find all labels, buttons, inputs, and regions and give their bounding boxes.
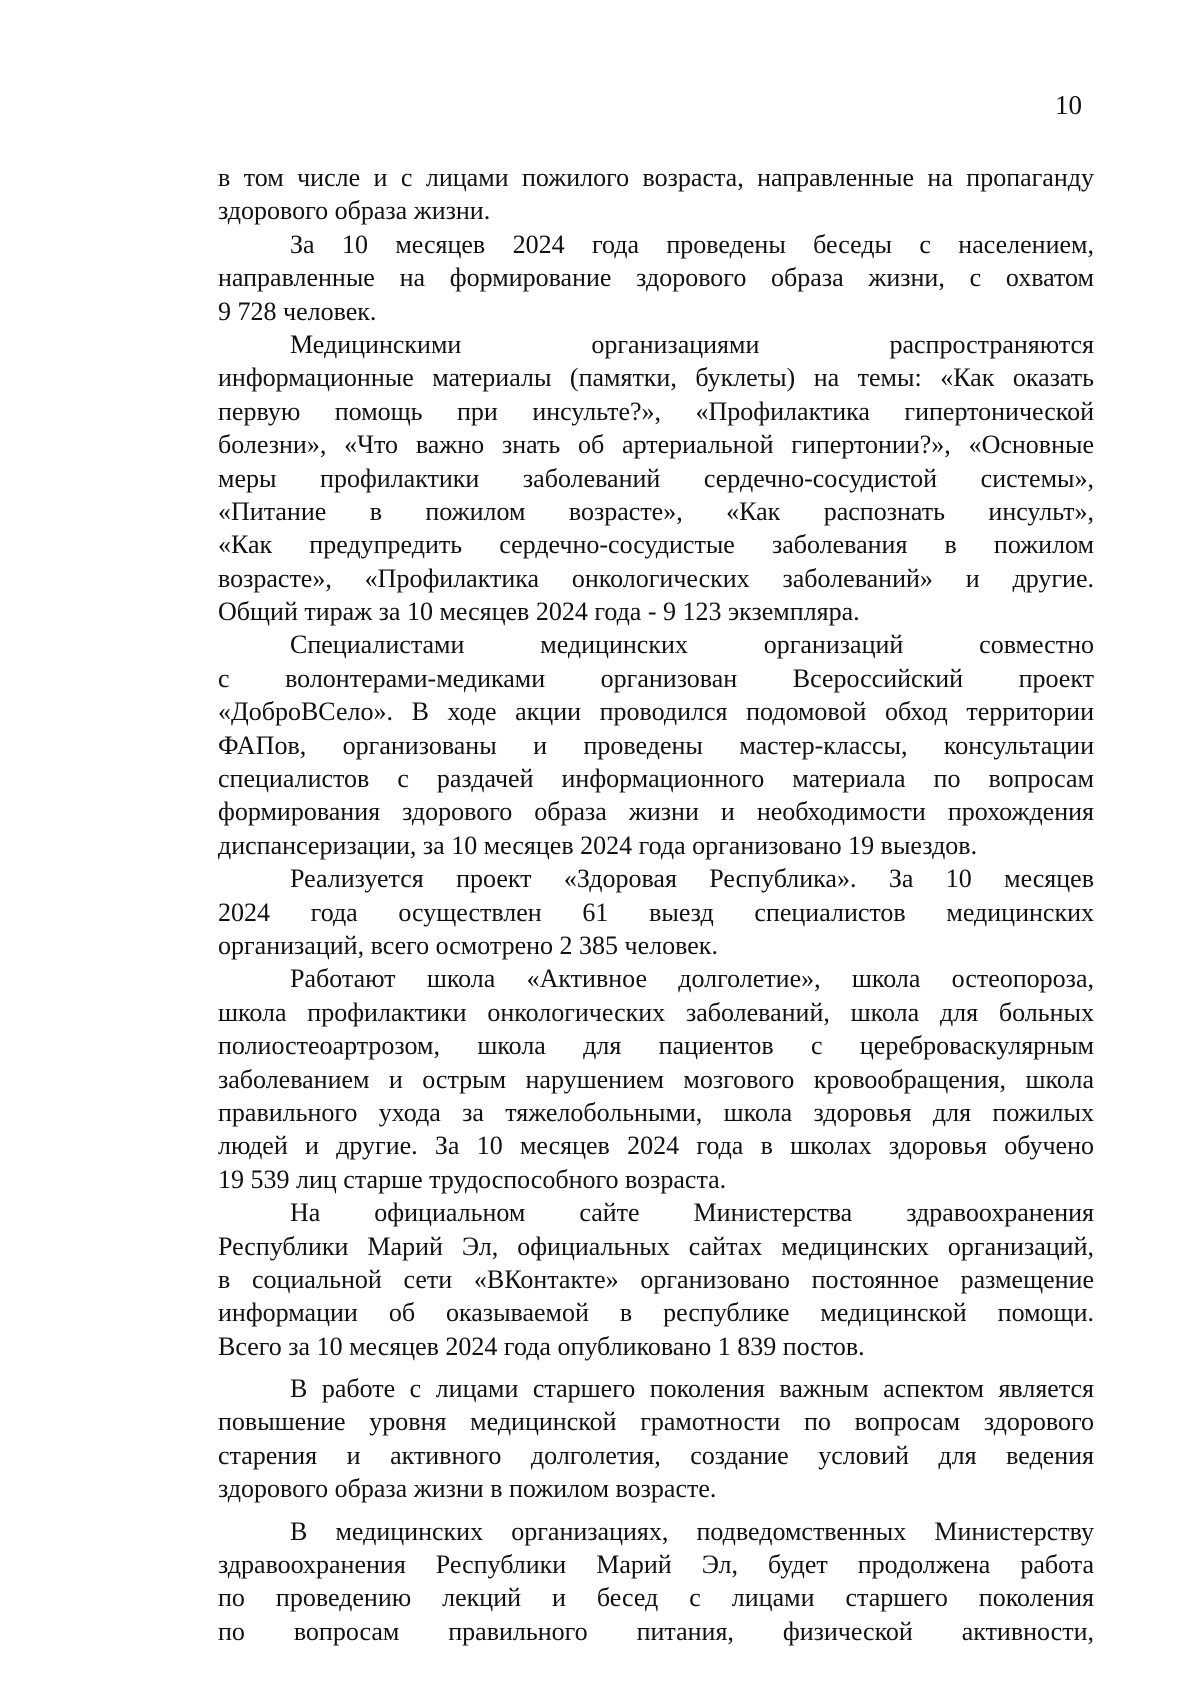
paragraph-gap	[218, 1506, 1094, 1515]
text-line: здорового образа жизни в пожилом возрасте.	[218, 1474, 717, 1504]
text-line: возрасте», «Профилактика онкологических заболеваний» и другие.	[218, 563, 1094, 593]
text-line: Республики Марий Эл, официальных сайтах медицинских организаций,	[218, 1231, 1094, 1261]
text-line: На официальном сайте Министерства здравоохранения	[290, 1198, 1094, 1228]
text-line: повышение уровня медицинской грамотности по вопросам здорового	[218, 1407, 1094, 1437]
text-line: по проведению лекций и бесед с лицами старшего поколения	[218, 1583, 1094, 1613]
text-line: полиостеоартрозом, школа для пациентов с цереброваскулярным	[218, 1031, 1094, 1061]
text-line: «ДоброВСело». В ходе акции проводился подомовой обход территории	[218, 697, 1094, 727]
text-line: формирования здорового образа жизни и необходимости прохождения	[218, 797, 1094, 827]
text-line: 2024 года осуществлен 61 выезд специалистов медицинских	[218, 897, 1094, 927]
text-line: информационные материалы (памятки, буклеты) на темы: «Как оказать	[218, 363, 1094, 393]
text-line: первую помощь при инсульте?», «Профилактика гипертонической	[218, 396, 1094, 426]
text-line: ФАПов, организованы и проведены мастер-классы, консультации	[218, 730, 1094, 760]
text-line: людей и другие. За 10 месяцев 2024 года в школах здоровья обучено	[218, 1131, 1094, 1161]
text-line: здравоохранения Республики Марий Эл, будет продолжена работа	[218, 1550, 1094, 1580]
text-line: «Питание в пожилом возрасте», «Как распознать инсульт»,	[218, 496, 1094, 526]
text-line: здорового образа жизни.	[218, 196, 491, 226]
text-line: «Как предупредить сердечно-сосудистые заболевания в пожилом	[218, 530, 1094, 560]
text-line: направленные на формирование здорового образа жизни, с охватом	[218, 263, 1094, 293]
text-line: В работе с лицами старшего поколения важным аспектом является	[290, 1374, 1094, 1404]
text-line: диспансеризации, за 10 месяцев 2024 года организовано 19 выездов.	[218, 830, 978, 860]
text-line: специалистов с раздачей информационного материала по вопросам	[218, 764, 1094, 794]
text-line: информации об оказываемой в республике медицинской помощи.	[218, 1298, 1094, 1328]
page-number: 10	[1055, 90, 1082, 120]
document-body	[218, 161, 1094, 1648]
text-line: правильного ухода за тяжелобольными, школа здоровья для пожилых	[218, 1097, 1094, 1127]
text-line: болезни», «Что важно знать об артериальной гипертонии?», «Основные	[218, 430, 1094, 460]
text-line: с волонтерами-медиками организован Всероссийский проект	[218, 663, 1094, 693]
text-line: Общий тираж за 10 месяцев 2024 года - 9 123 экземпляра.	[218, 597, 860, 627]
text-line: Специалистами медицинских организаций совместно	[290, 630, 1094, 660]
text-line: в социальной сети «ВКонтакте» организовано постоянное размещение	[218, 1264, 1094, 1294]
text-line: Медицинскими организациями распространяются	[290, 329, 1094, 359]
text-line: Всего за 10 месяцев 2024 года опубликовано 1 839 постов.	[218, 1331, 865, 1361]
text-line: меры профилактики заболеваний сердечно-сосудистой системы»,	[218, 463, 1094, 493]
text-line: 9 728 человек.	[218, 296, 377, 326]
text-line: В медицинских организациях, подведомственных Министерству	[290, 1516, 1094, 1546]
text-line: Реализуется проект «Здоровая Республика». За 10 месяцев	[290, 864, 1094, 894]
text-line: старения и активного долголетия, создание условий для ведения	[218, 1440, 1094, 1470]
text-line: организаций, всего осмотрено 2 385 человек.	[218, 930, 718, 960]
text-line: заболеванием и острым нарушением мозгового кровообращения, школа	[218, 1064, 1094, 1094]
text-line: Работают школа «Активное долголетие», школа остеопороза,	[290, 964, 1094, 994]
text-line: по вопросам правильного питания, физической активности,	[218, 1616, 1094, 1646]
paragraph-gap	[218, 1363, 1094, 1372]
text-line: 19 539 лиц старше трудоспособного возраста.	[218, 1164, 727, 1194]
text-line: За 10 месяцев 2024 года проведены беседы с населением,	[290, 229, 1094, 259]
text-line: в том числе и с лицами пожилого возраста, направленные на пропаганду	[218, 163, 1094, 192]
text-line: школа профилактики онкологических заболеваний, школа для больных	[218, 997, 1094, 1027]
